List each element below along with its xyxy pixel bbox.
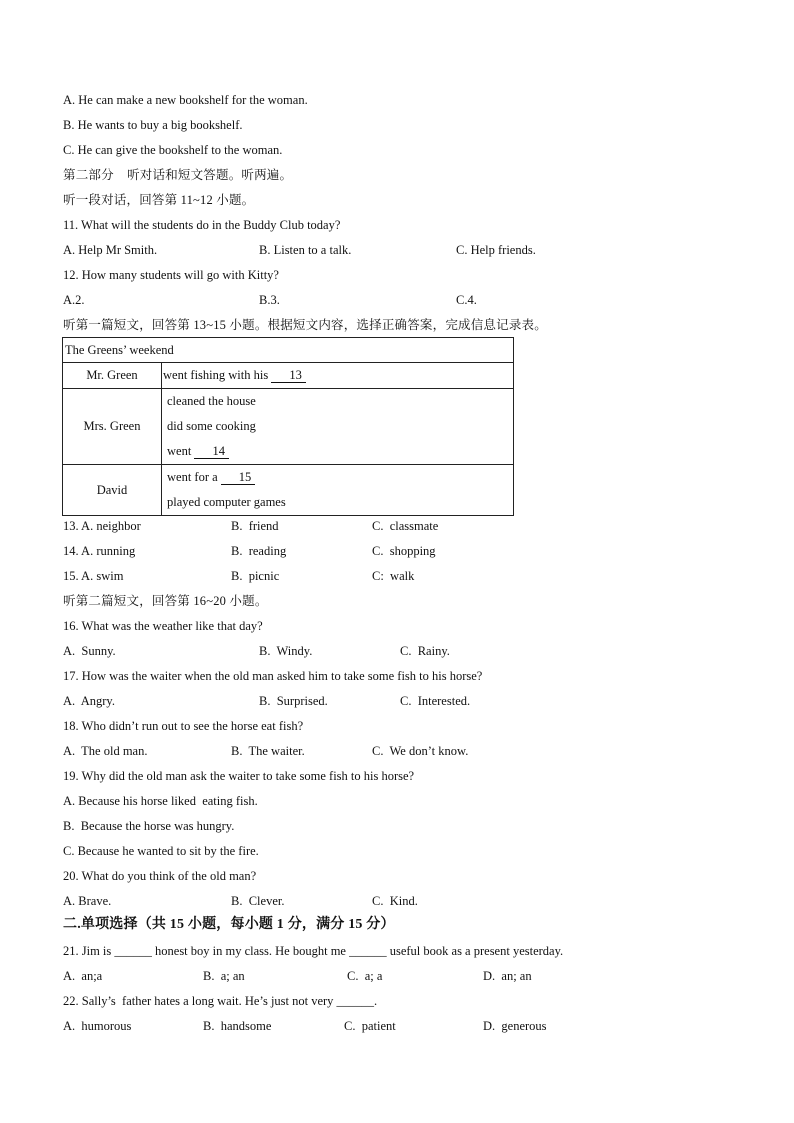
q13-option-a: 13. A. neighbor <box>63 519 141 533</box>
blank-14: 14 <box>194 444 229 459</box>
q19-option-a: A. Because his horse liked eating fish. <box>63 794 258 808</box>
mrs-green-activity-3 <box>167 439 513 464</box>
l1: A. He can make a new bookshelf for the woman. <box>63 93 308 107</box>
q20-option-a: A. Brave. <box>63 894 112 908</box>
passage-1-instruction: 听第一篇短文，回答第 13~15 小题。根据短文内容，选择正确答案，完成信息记录表。 <box>63 318 547 332</box>
q17-option-b: B. Surprised. <box>259 694 328 708</box>
q22-option-c: C. patient <box>344 1019 396 1033</box>
david-went-for: went for a <box>167 470 218 484</box>
mrs-green-activities <box>162 389 514 465</box>
q16-option-c: C. Rainy. <box>400 644 450 658</box>
q14-option-a: 14. A. running <box>63 544 136 558</box>
q21-option-d: D. an; an <box>483 969 532 983</box>
mr-green-activity <box>162 363 514 389</box>
q18-option-c: C. We don’t know. <box>372 744 469 758</box>
question-17: 17. How was the waiter when the old man asked him to take some fish to his horse? <box>63 669 483 683</box>
mrs-green-went: went <box>167 444 192 458</box>
mr-green-cell: Mr. Green <box>63 363 162 389</box>
question-20: 20. What do you think of the old man? <box>63 869 257 883</box>
david-activities <box>162 465 514 516</box>
table-row <box>63 389 514 465</box>
l3: C. He can give the bookshelf to the woman. <box>63 143 283 157</box>
q21-option-b: B. a; an <box>203 969 245 983</box>
q14-option-c: C. shopping <box>372 544 436 558</box>
q19-option-b: B. Because the horse was hungry. <box>63 819 235 833</box>
q22-option-b: B. handsome <box>203 1019 272 1033</box>
q11-option-c: C. Help friends. <box>456 243 536 257</box>
q19-option-c: C. Because he wanted to sit by the fire. <box>63 844 259 858</box>
question-22: 22. Sally’s father hates a long wait. He’s just not very ______. <box>63 994 378 1008</box>
passage-2-instruction: 听第二篇短文，回答第 16~20 小题。 <box>63 594 268 608</box>
question-11: 11. What will the students do in the Buddy Club today? <box>63 218 341 232</box>
l2: B. He wants to buy a big bookshelf. <box>63 118 243 132</box>
david-activity-1 <box>167 465 513 490</box>
q22-option-d: D. generous <box>483 1019 547 1033</box>
david-activity-2: played computer games <box>167 495 286 509</box>
q16-option-a: A. Sunny. <box>63 644 116 658</box>
question-19: 19. Why did the old man ask the waiter to take some fish to his horse? <box>63 769 415 783</box>
q21-option-a: A. an;a <box>63 969 103 983</box>
table-row <box>63 363 514 389</box>
mrs-green-cell: Mrs. Green <box>63 389 162 465</box>
q12-option-a: A.2. <box>63 293 85 307</box>
q21-option-c: C. a; a <box>347 969 383 983</box>
q11-option-a: A. Help Mr Smith. <box>63 243 158 257</box>
section-2-heading: 二.单项选择（共 15 小题，每小题 1 分，满分 15 分） <box>63 917 395 932</box>
question-12: 12. How many students will go with Kitty? <box>63 268 279 282</box>
q15-option-c: C: walk <box>372 569 415 583</box>
q11-option-b: B. Listen to a talk. <box>259 243 352 257</box>
dialog-instruction: 听一段对话，回答第 11~12 小题。 <box>63 193 255 207</box>
q13-option-b: B. friend <box>231 519 279 533</box>
greens-weekend-table <box>62 337 514 516</box>
q20-option-b: B. Clever. <box>231 894 285 908</box>
q18-option-a: A. The old man. <box>63 744 148 758</box>
question-21: 21. Jim is ______ honest boy in my class. He bought me ______ useful book as a present yesterday. <box>63 944 564 958</box>
question-18: 18. Who didn’t run out to see the horse eat fish? <box>63 719 304 733</box>
q17-option-c: C. Interested. <box>400 694 471 708</box>
q12-option-b: B.3. <box>259 293 280 307</box>
q20-option-c: C. Kind. <box>372 894 418 908</box>
part-two-heading: 第二部分 听对话和短文答题。听两遍。 <box>63 168 293 182</box>
q15-option-a: 15. A. swim <box>63 569 124 583</box>
mrs-green-activity-2: did some cooking <box>167 419 256 433</box>
q17-option-a: A. Angry. <box>63 694 115 708</box>
q14-option-b: B. reading <box>231 544 287 558</box>
q18-option-b: B. The waiter. <box>231 744 305 758</box>
blank-13: 13 <box>271 368 306 383</box>
q16-option-b: B. Windy. <box>259 644 313 658</box>
q13-option-c: C. classmate <box>372 519 439 533</box>
david-cell: David <box>63 465 162 516</box>
mr-green-text: went fishing with his <box>163 368 269 382</box>
q22-option-a: A. humorous <box>63 1019 132 1033</box>
blank-15: 15 <box>221 470 256 485</box>
q12-option-c: C.4. <box>456 293 477 307</box>
table-row <box>63 465 514 516</box>
mrs-green-activity-1: cleaned the house <box>167 394 256 408</box>
question-16: 16. What was the weather like that day? <box>63 619 263 633</box>
table-title: The Greens’ weekend <box>63 338 514 363</box>
q15-option-b: B. picnic <box>231 569 280 583</box>
table-row <box>63 338 514 363</box>
